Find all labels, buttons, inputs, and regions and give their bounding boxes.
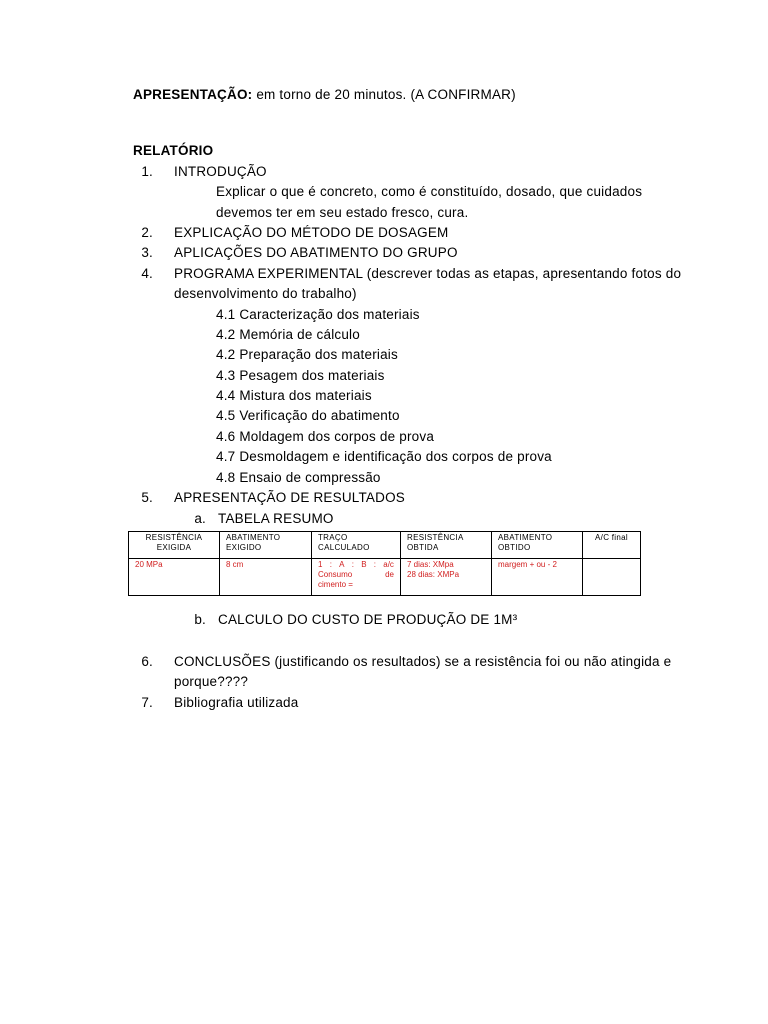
sub-item: 4.5 Verificação do abatimento	[216, 408, 400, 423]
sub-item: 4.8 Ensaio de compressão	[216, 470, 381, 485]
relatorio-title: RELATÓRIO	[133, 143, 214, 158]
tabela-resumo	[128, 531, 641, 596]
cell-abatimento-obtido: margem + ou - 2	[492, 559, 583, 596]
sub-item: 4.3 Pesagem dos materiais	[216, 368, 385, 383]
apresentacao-text: em torno de 20 minutos. (A CONFIRMAR)	[256, 87, 516, 102]
intro-desc-line-2: devemos ter em seu estado fresco, cura.	[216, 205, 469, 220]
header-abatimento-obtido: ABATIMENTO OBTIDO	[492, 532, 583, 559]
cell-resistencia-obtida: 7 dias: XMpa 28 dias: XMPa	[401, 559, 492, 596]
sub-item: 4.1 Caracterização dos materiais	[216, 307, 420, 322]
table-header-row	[129, 532, 641, 559]
cell-ac-final	[583, 559, 641, 596]
header-resistencia-obtida: RESISTÊNCIA OBTIDA	[401, 532, 492, 559]
cell-resistencia-exigida: 20 MPa	[129, 559, 220, 596]
cell-abatimento-exigido: 8 cm	[220, 559, 312, 596]
header-traco-calculado: TRAÇO CALCULADO	[312, 532, 401, 559]
apresentacao-label: APRESENTAÇÃO:	[133, 87, 253, 102]
list-item-continuation: porque????	[174, 674, 249, 689]
cell-traco: 1 : A : B : a/c Consumo de cimento =	[312, 559, 401, 596]
header-ac-final: A/C final	[583, 532, 641, 559]
sub-item: 4.4 Mistura dos materiais	[216, 388, 372, 403]
document-page: APRESENTAÇÃO: em torno de 20 minutos. (A CONFIRMAR) RELATÓRIO 1. INTRODUÇÃO Explicar o que é concreto, como é constituído, dosado, que cuidados devemos ter em seu estado fresco, cura. 2. EXPLICAÇÃO DO MÉTODO DE DOSAGEM 3. APLICAÇÕES DO ABATIMENTO DO GRUPO 4. PROGRAMA EXPERIMENTAL (descrever todas as etapas, apresentando fotos do desenvolvimento do trabalho) 4.1 Caracterização dos materiais 4.2 Memória de cálculo 4.2 Preparação dos materiais 4.3 Pesagem dos materiais 4.4 Mistura dos materiais 4.5 Verificação do abatimento 4.6 Moldagem dos corpos de prova 4.7 Desmoldagem e identificação dos corpos de prova 4.8 Ensaio de compressão 5. APRESENTAÇÃO DE RESULTADOS a. TABELA RESUMO RESISTÊNCIA EXIGIDA ABATIMENTO EXIGIDO TRAÇO CALCULADO RESISTÊNCIA OBTIDA ABATIMENTO OBTIDO A/C final 20 MPa 8 cm 1 : A : B : a/c Consumo de cimento = 7 dias: XMpa 28 dias: XMPa margem + ou - 2 b. CALCULO DO CUSTO DE PRODUÇÃO DE 1M³ 6. CONCLUSÕES (justificando os resultados) se a resistência foi ou não atingida e porque???? 7. Bibliografia utilizada	[0, 0, 768, 1024]
table-row	[129, 559, 641, 596]
intro-desc-line-1: Explicar o que é concreto, como é constituído, dosado, que cuidados	[216, 184, 643, 199]
sub-item: 4.2 Preparação dos materiais	[216, 347, 398, 362]
header-resistencia-exigida: RESISTÊNCIA EXIGIDA	[129, 532, 220, 559]
list-item-continuation: desenvolvimento do trabalho)	[174, 286, 357, 301]
sub-item: 4.2 Memória de cálculo	[216, 327, 360, 342]
header-abatimento-exigido: ABATIMENTO EXIGIDO	[220, 532, 312, 559]
sub-item: 4.6 Moldagem dos corpos de prova	[216, 429, 435, 444]
sub-item: 4.7 Desmoldagem e identificação dos corpos de prova	[216, 449, 552, 464]
apresentacao-line	[133, 85, 516, 105]
